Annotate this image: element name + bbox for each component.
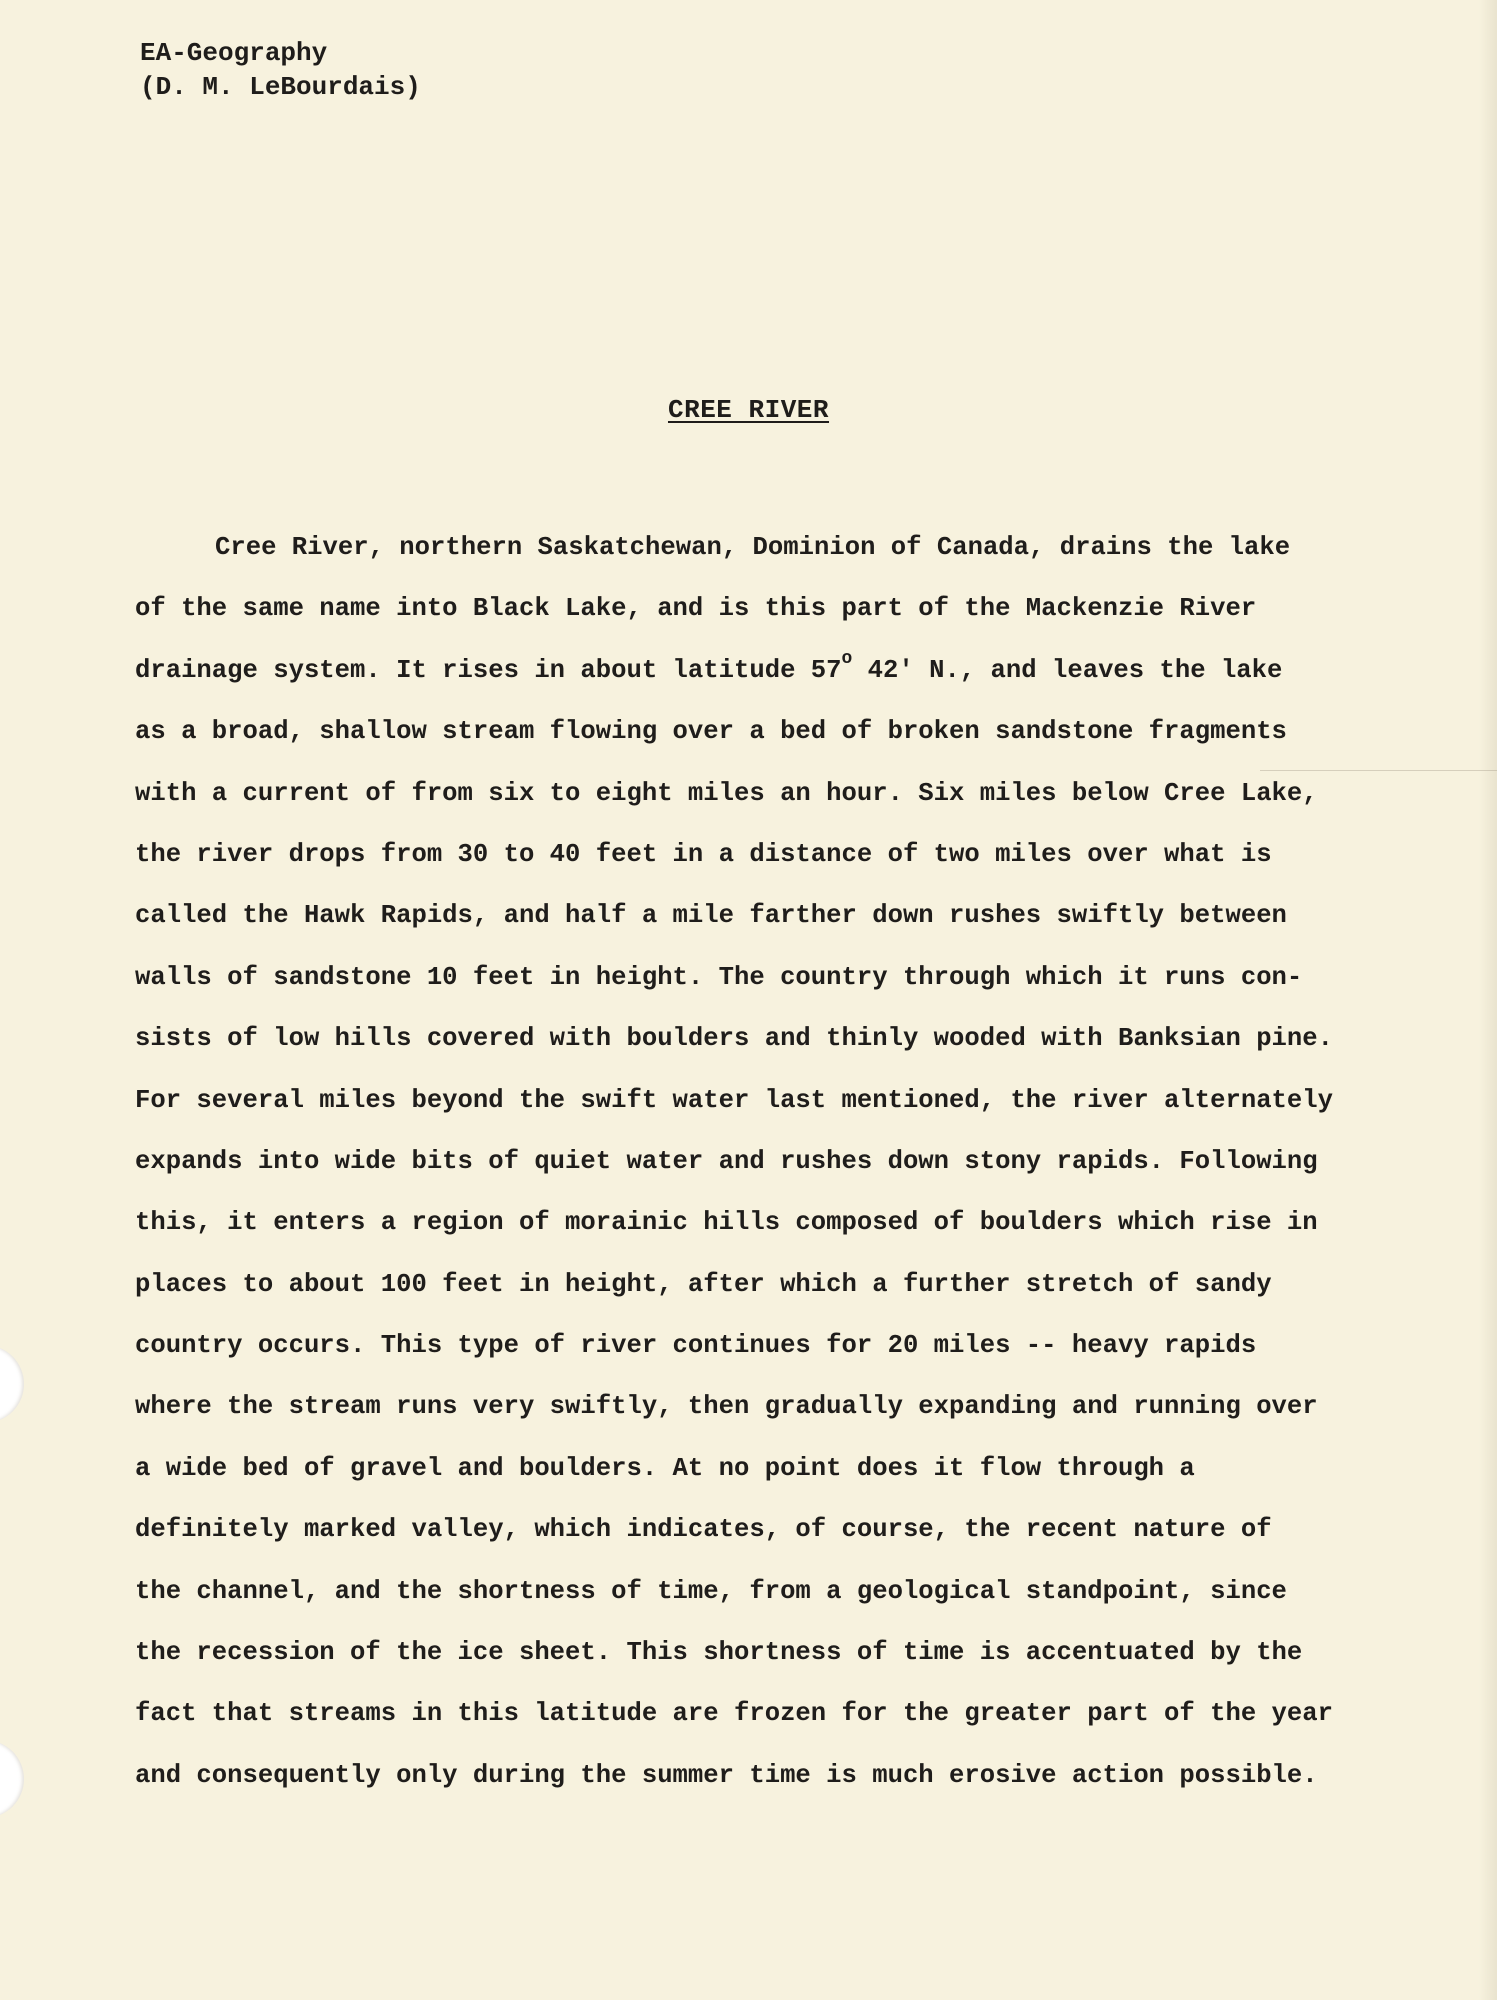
body-line: definitely marked valley, which indicates, of course, the recent nature of bbox=[135, 1515, 1272, 1545]
body-line: as a broad, shallow stream flowing over a bed of broken sandstone fragments bbox=[135, 717, 1287, 747]
punch-hole bbox=[0, 1345, 24, 1423]
body-line: and consequently only during the summer time is much erosive action possible. bbox=[135, 1760, 1318, 1790]
body-line: the recession of the ice sheet. This shortness of time is accentuated by the bbox=[135, 1638, 1303, 1668]
body-line bbox=[135, 640, 1345, 701]
body-line: where the stream runs very swiftly, then gradually expanding and running over bbox=[135, 1392, 1318, 1422]
body-line: the river drops from 30 to 40 feet in a distance of two miles over what is bbox=[135, 839, 1272, 869]
body-line: country occurs. This type of river continues for 20 miles -- heavy rapids bbox=[135, 1331, 1257, 1361]
punch-hole bbox=[0, 1740, 24, 1818]
body-line: expands into wide bits of quiet water and rushes down stony rapids. Following bbox=[135, 1146, 1318, 1176]
page-edge-shadow bbox=[1479, 0, 1497, 2000]
body-line: this, it enters a region of morainic hills composed of boulders which rise in bbox=[135, 1208, 1318, 1238]
body-paragraph bbox=[135, 517, 1345, 1806]
header-department: EA-Geography bbox=[140, 38, 328, 68]
author-header bbox=[140, 36, 421, 104]
body-line: the channel, and the shortness of time, from a geological standpoint, since bbox=[135, 1576, 1287, 1606]
body-line: For several miles beyond the swift water last mentioned, the river alternately bbox=[135, 1085, 1333, 1115]
body-line: walls of sandstone 10 feet in height. The country through which it runs con- bbox=[135, 962, 1303, 992]
document-title: CREE RIVER bbox=[667, 395, 830, 425]
body-line: of the same name into Black Lake, and is this part of the Mackenzie River bbox=[135, 594, 1257, 624]
body-line: with a current of from six to eight miles an hour. Six miles below Cree Lake, bbox=[135, 778, 1318, 808]
body-line: places to about 100 feet in height, after which a further stretch of sandy bbox=[135, 1269, 1272, 1299]
body-line: a wide bed of gravel and boulders. At no point does it flow through a bbox=[135, 1453, 1195, 1483]
body-line: sists of low hills covered with boulders and thinly wooded with Banksian pine. bbox=[135, 1024, 1333, 1054]
body-line: called the Hawk Rapids, and half a mile farther down rushes swiftly between bbox=[135, 901, 1287, 931]
body-line: fact that streams in this latitude are frozen for the greater part of the year bbox=[135, 1699, 1333, 1729]
body-line-part: 42' N., and leaves the lake bbox=[852, 655, 1283, 685]
header-author: (D. M. LeBourdais) bbox=[140, 72, 421, 102]
degree-symbol: o bbox=[841, 649, 853, 670]
body-line-part: drainage system. It rises in about latitude 57 bbox=[135, 655, 842, 685]
body-line: Cree River, northern Saskatchewan, Dominion of Canada, drains the lake bbox=[215, 533, 1291, 562]
